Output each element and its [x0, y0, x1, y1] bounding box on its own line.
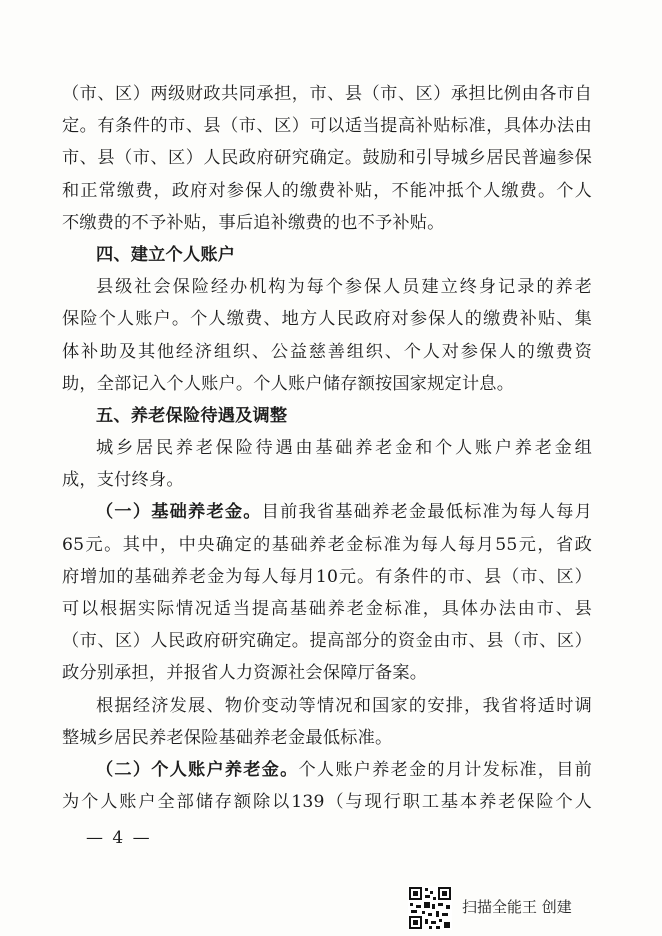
- text-line: 可以根据实际情况适当提高基础养老金标准，具体办法由市、县: [62, 599, 592, 619]
- text-line: 县级社会保险经办机构为每个参保人员建立终身记录的养老: [96, 277, 592, 298]
- subsection-label: （二）个人账户养老金。: [96, 759, 299, 780]
- text-line: 根据经济发展、物价变动等情况和国家的安排，我省将适时调: [96, 695, 592, 716]
- subsection-label: （一）基础养老金。: [96, 502, 262, 523]
- text-line: 体补助及其他经济组织、公益慈善组织、个人对参保人的缴费资: [62, 341, 592, 362]
- text-span: 个人账户养老金的月计发标准，目前: [298, 759, 592, 780]
- text-line: 定。有条件的市、县（市、区）可以适当提高补贴标准，具体办法由: [62, 116, 592, 137]
- text-line: 助，全部记入个人账户。个人账户储存额按国家规定计息。: [62, 373, 515, 394]
- scanner-watermark: 扫描全能王 创建: [462, 898, 572, 916]
- page-number: — 4 —: [86, 828, 152, 848]
- text-line: 政分别承担，并报省人力资源社会保障厅备案。: [62, 663, 428, 684]
- text-line: 成，支付终身。: [62, 470, 184, 491]
- text-line: 为个人账户全部储存额除以139（与现行职工基本养老保险个人: [62, 792, 592, 813]
- text-line: 市、县（市、区）人民政府研究确定。鼓励和引导城乡居民普遍参保: [62, 148, 592, 169]
- text-line: [62, 496, 592, 528]
- text-line: 保险个人账户。个人缴费、地方人民政府对参保人的缴费补贴、集: [62, 309, 592, 330]
- text-line: （市、区）两级财政共同承担，市、县（市、区）承担比例由各市自: [62, 84, 592, 104]
- text-line: 城乡居民养老保险待遇由基础养老金和个人账户养老金组: [96, 438, 592, 459]
- text-line: 65元。其中，中央确定的基础养老金标准为每人每月55元，省政: [62, 534, 592, 555]
- qr-code-icon: [408, 886, 452, 930]
- document-body: [62, 78, 592, 818]
- text-line: [62, 754, 592, 786]
- text-line: 和正常缴费，政府对参保人的缴费补贴，不能冲抵个人缴费。个人: [62, 180, 592, 201]
- text-line: （市、区）人民政府研究确定。提高部分的资金由市、县（市、区）: [62, 631, 592, 652]
- text-line: 整城乡居民养老保险基础养老金最低标准。: [62, 727, 393, 748]
- text-line: 不缴费的不予补贴，事后追补缴费的也不予补贴。: [62, 212, 445, 233]
- section-heading: 四、建立个人账户: [96, 244, 236, 265]
- text-line: 府增加的基础养老金为每人每月10元。有条件的市、县（市、区）: [62, 566, 592, 587]
- text-span: 目前我省基础养老金最低标准为每人每月: [261, 502, 592, 523]
- section-heading: 五、养老保险待遇及调整: [96, 405, 288, 426]
